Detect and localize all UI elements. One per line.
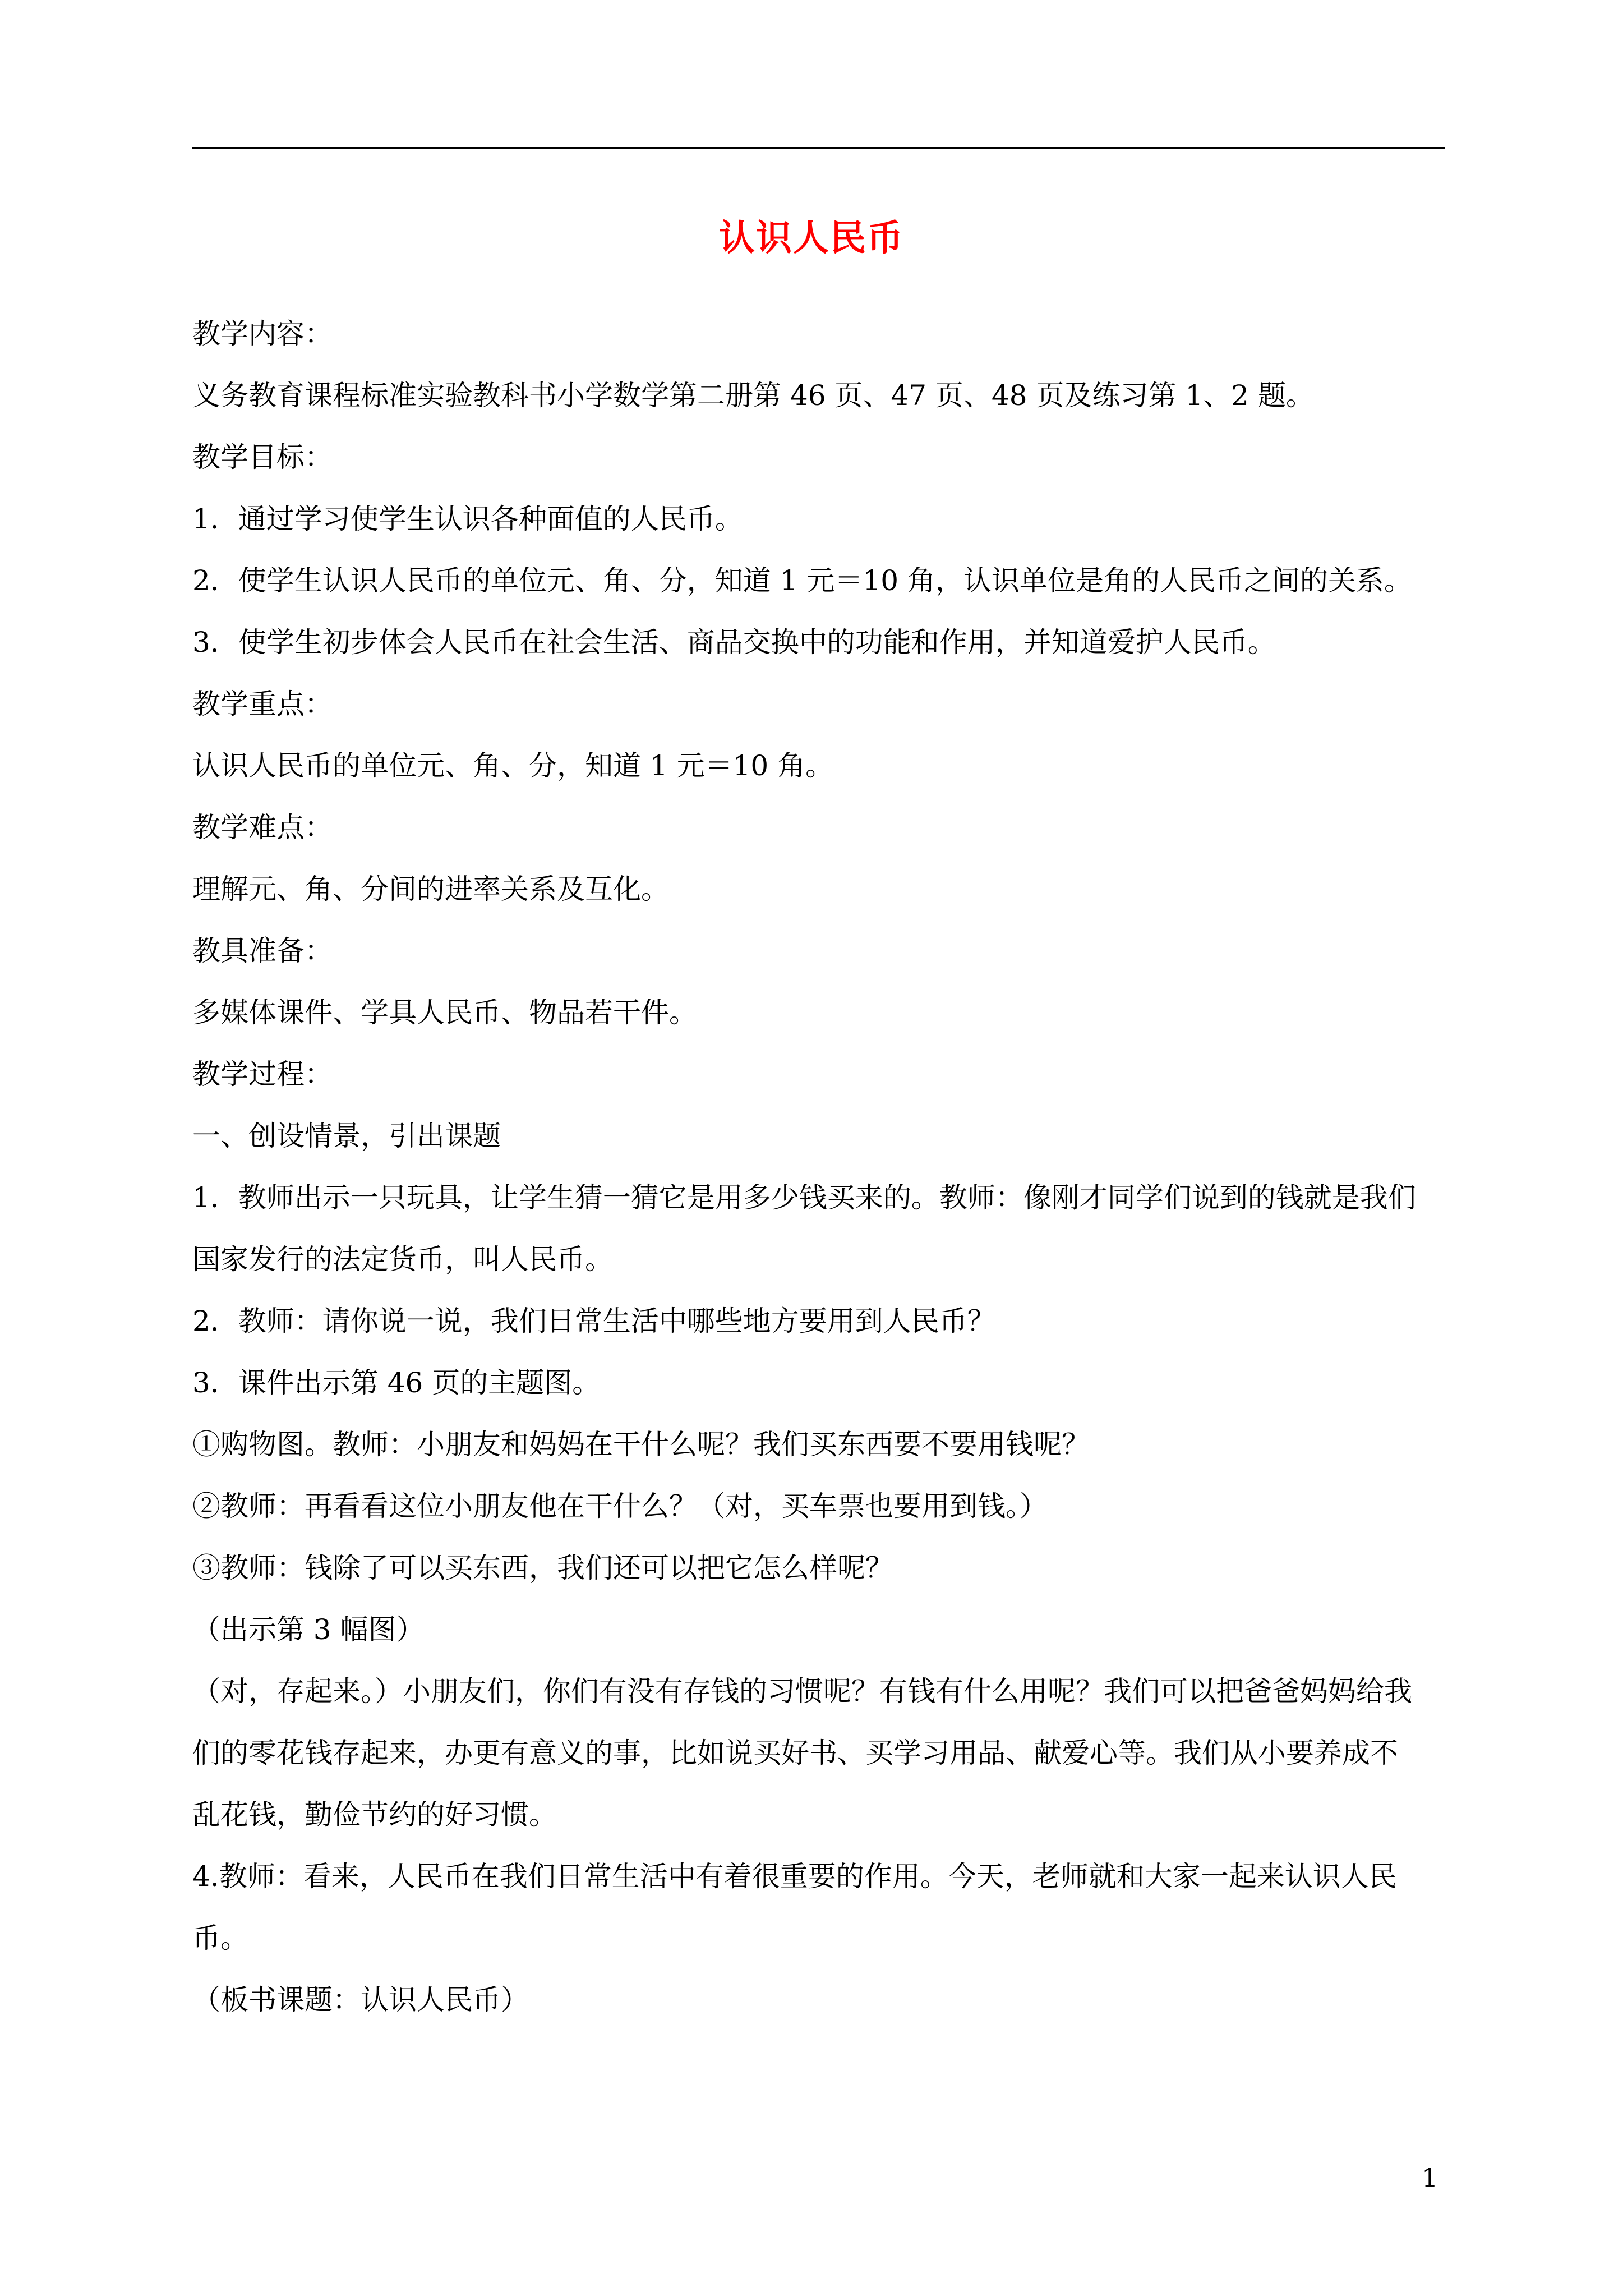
paragraph-line: 多媒体课件、学具人民币、物品若干件。 <box>192 996 697 1029</box>
paragraph-line: 币。 <box>192 1922 248 1954</box>
paragraph-line: ③教师：钱除了可以买东西，我们还可以把它怎么样呢？ <box>192 1552 893 1584</box>
paragraph-line: 1．通过学习使学生认识各种面值的人民币。 <box>192 503 743 535</box>
paragraph-line: 们的零花钱存起来，办更有意义的事，比如说买好书、买学习用品、献爱心等。我们从小要养成不 <box>192 1737 1398 1769</box>
paragraph-line: ①购物图。教师：小朋友和妈妈在干什么呢？我们买东西要不要用钱呢？ <box>192 1428 1090 1461</box>
paragraph-line: 国家发行的法定货币，叫人民币。 <box>192 1243 613 1276</box>
document-body <box>192 303 1449 2031</box>
paragraph-line: 一、创设情景，引出课题 <box>192 1120 501 1152</box>
paragraph-line: ②教师：再看看这位小朋友他在干什么？（对，买车票也要用到钱。） <box>192 1490 1048 1522</box>
paragraph-line: 理解元、角、分间的进率关系及互化。 <box>192 873 669 905</box>
paragraph-line: （出示第 3 幅图） <box>192 1613 425 1646</box>
paragraph-line: 认识人民币的单位元、角、分，知道 1 元＝10 角。 <box>192 749 834 782</box>
paragraph-line: 1．教师出示一只玩具，让学生猜一猜它是用多少钱买来的。教师：像刚才同学们说到的钱就是我们 <box>192 1181 1416 1214</box>
paragraph-line: 教学过程： <box>192 1058 333 1091</box>
header-rule <box>192 147 1445 149</box>
paragraph-line: 义务教育课程标准实验教科书小学数学第二册第 46 页、47 页、48 页及练习第 1、2 题。 <box>192 379 1314 412</box>
paragraph-line: 教学重点： <box>192 688 333 720</box>
paragraph-line: 4.教师：看来，人民币在我们日常生活中有着很重要的作用。今天，老师就和大家一起来认识人民 <box>192 1860 1397 1893</box>
paragraph-line: 教学内容： <box>192 318 333 350</box>
page-number: 1 <box>1422 2162 1438 2193</box>
paragraph-line: 3．课件出示第 46 页的主题图。 <box>192 1366 601 1399</box>
paragraph-line: 教学难点： <box>192 811 333 844</box>
paragraph-line: 3．使学生初步体会人民币在社会生活、商品交换中的功能和作用，并知道爱护人民币。 <box>192 626 1276 659</box>
paragraph-line: （板书课题：认识人民币） <box>192 1984 529 2016</box>
page-title: 认识人民币 <box>719 217 904 259</box>
paragraph-line: 教学目标： <box>192 441 333 473</box>
paragraph-line: 2．使学生认识人民币的单位元、角、分，知道 1 元＝10 角，认识单位是角的人民币之间的关系。 <box>192 564 1412 597</box>
paragraph-line: 2．教师：请你说一说，我们日常生活中哪些地方要用到人民币？ <box>192 1305 995 1337</box>
paragraph-line: 乱花钱，勤俭节约的好习惯。 <box>192 1798 557 1831</box>
paragraph-line: 教具准备： <box>192 935 333 967</box>
paragraph-line: （对，存起来。）小朋友们，你们有没有存钱的习惯呢？有钱有什么用呢？我们可以把爸爸妈妈给我 <box>192 1675 1412 1708</box>
